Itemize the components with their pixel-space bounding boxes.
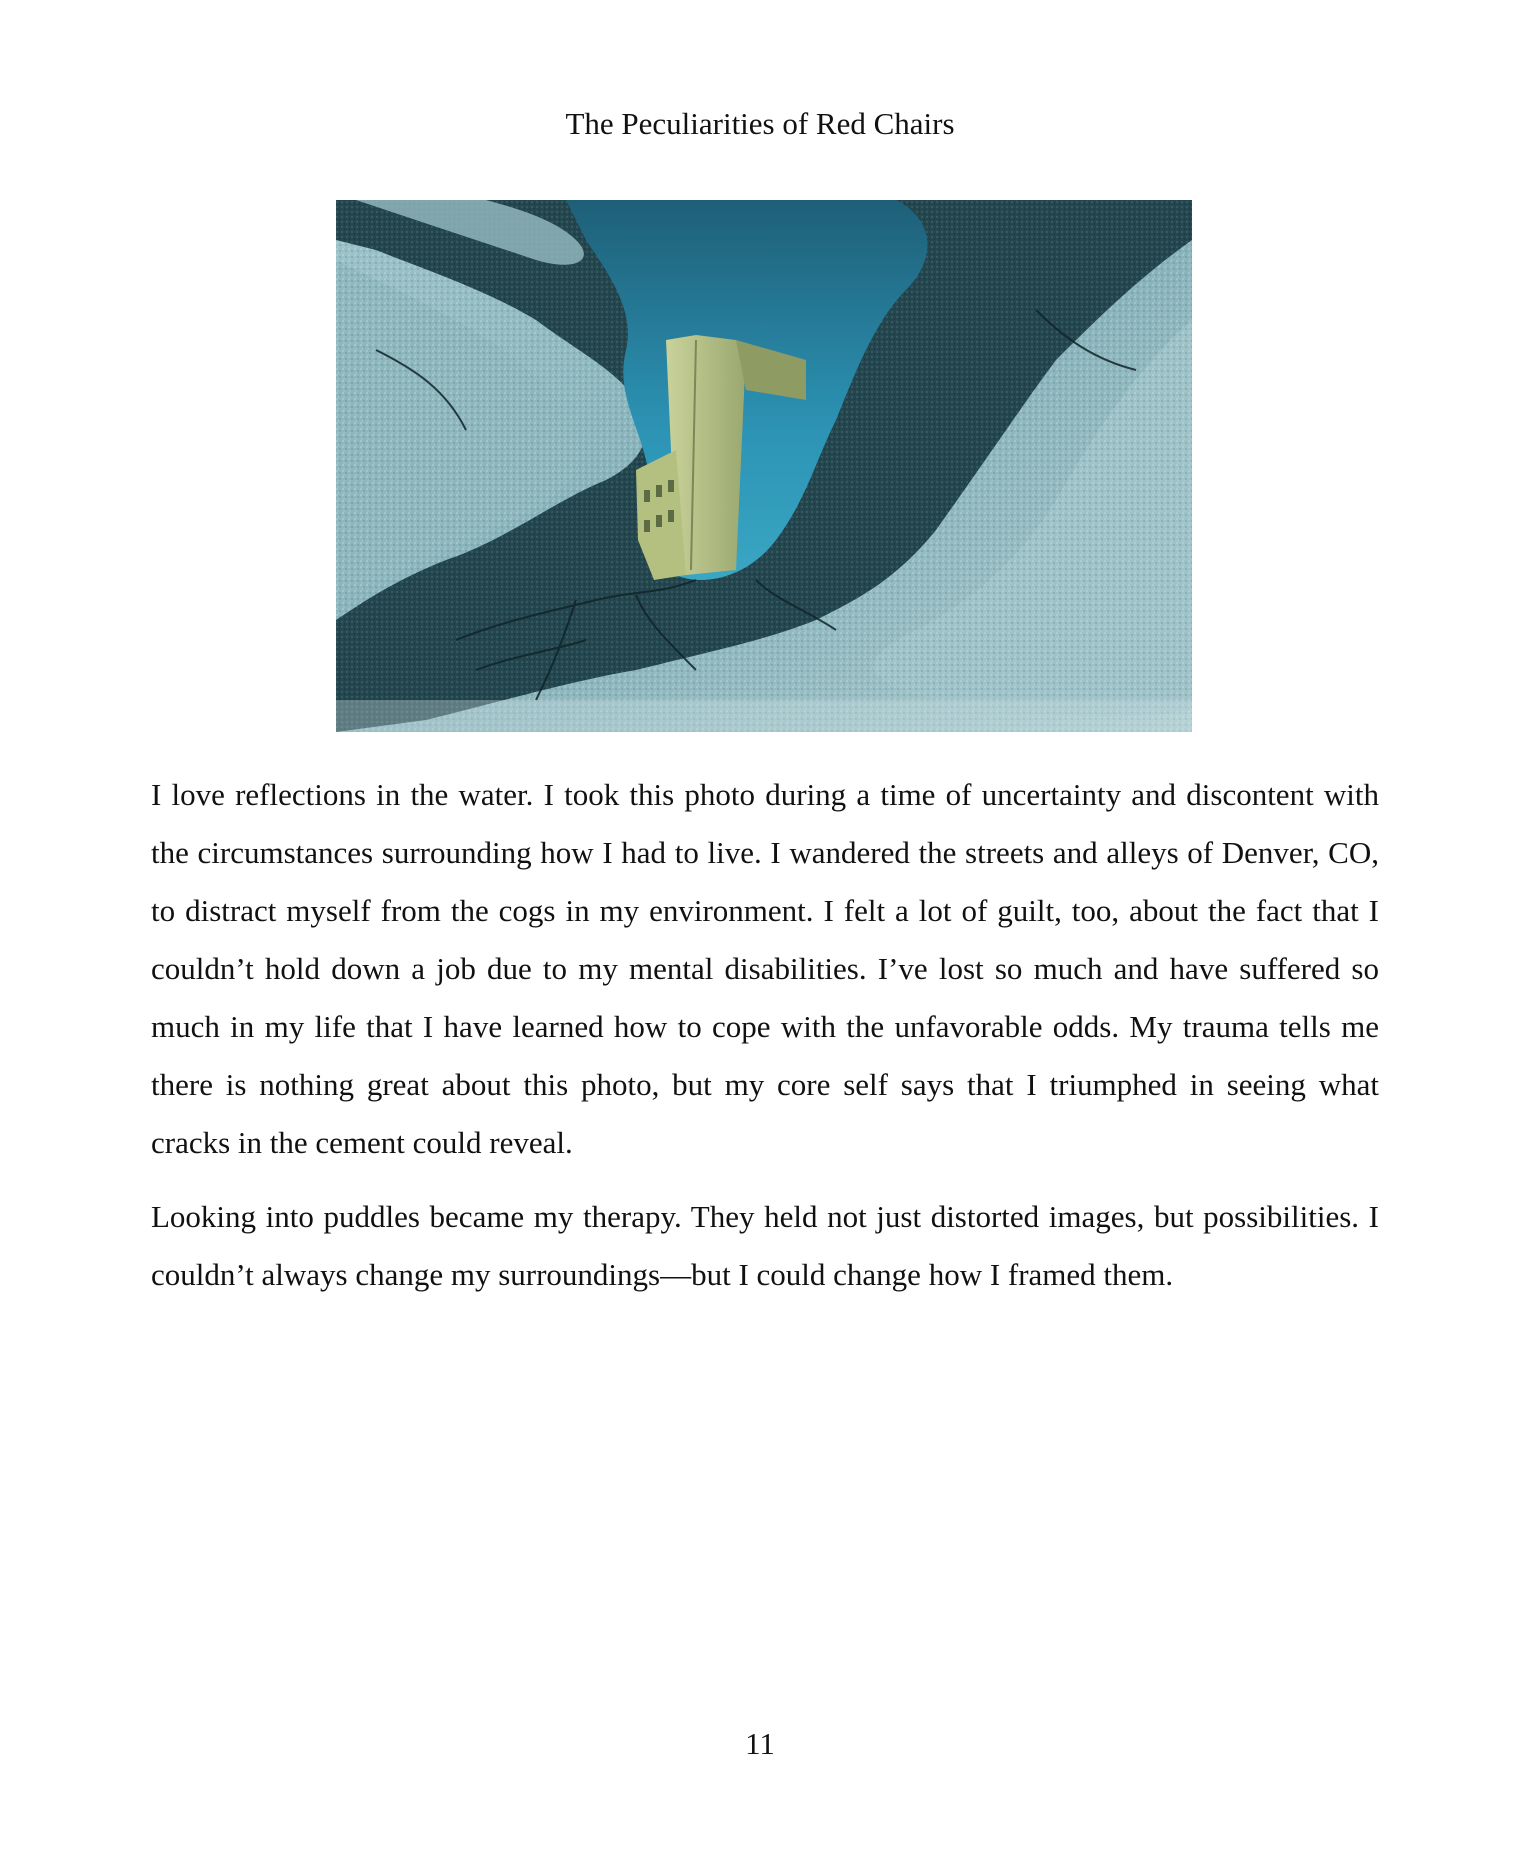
puddle-reflection-photo: [336, 200, 1192, 732]
paragraph-1: I love reflections in the water. I took this photo during a time of uncertainty and discontent with the circumstances surrounding how I had to live. I wandered the streets and alleys of Denver, CO, to distract myself from the cogs in my environment. I felt a lot of guilt, too, about the fact that I couldn’t hold down a job due to my mental disabilities. I’ve lost so much and have suffered so much in my life that I have learned how to cope with the unfavorable odds. My trauma tells me there is nothing great about this photo, but my core self says that I triumphed in seeing what cracks in the cement could reveal.: [151, 777, 1379, 1160]
running-header: The Peculiarities of Red Chairs: [565, 106, 955, 141]
page-number: 11: [745, 1726, 775, 1761]
photo-illustration: [336, 200, 1192, 732]
paragraph-2: Looking into puddles became my therapy. They held not just distorted images, but possibilities. I couldn’t always change my surroundings—but I could change how I framed them.: [151, 1199, 1379, 1292]
body-text: [151, 766, 1379, 1320]
